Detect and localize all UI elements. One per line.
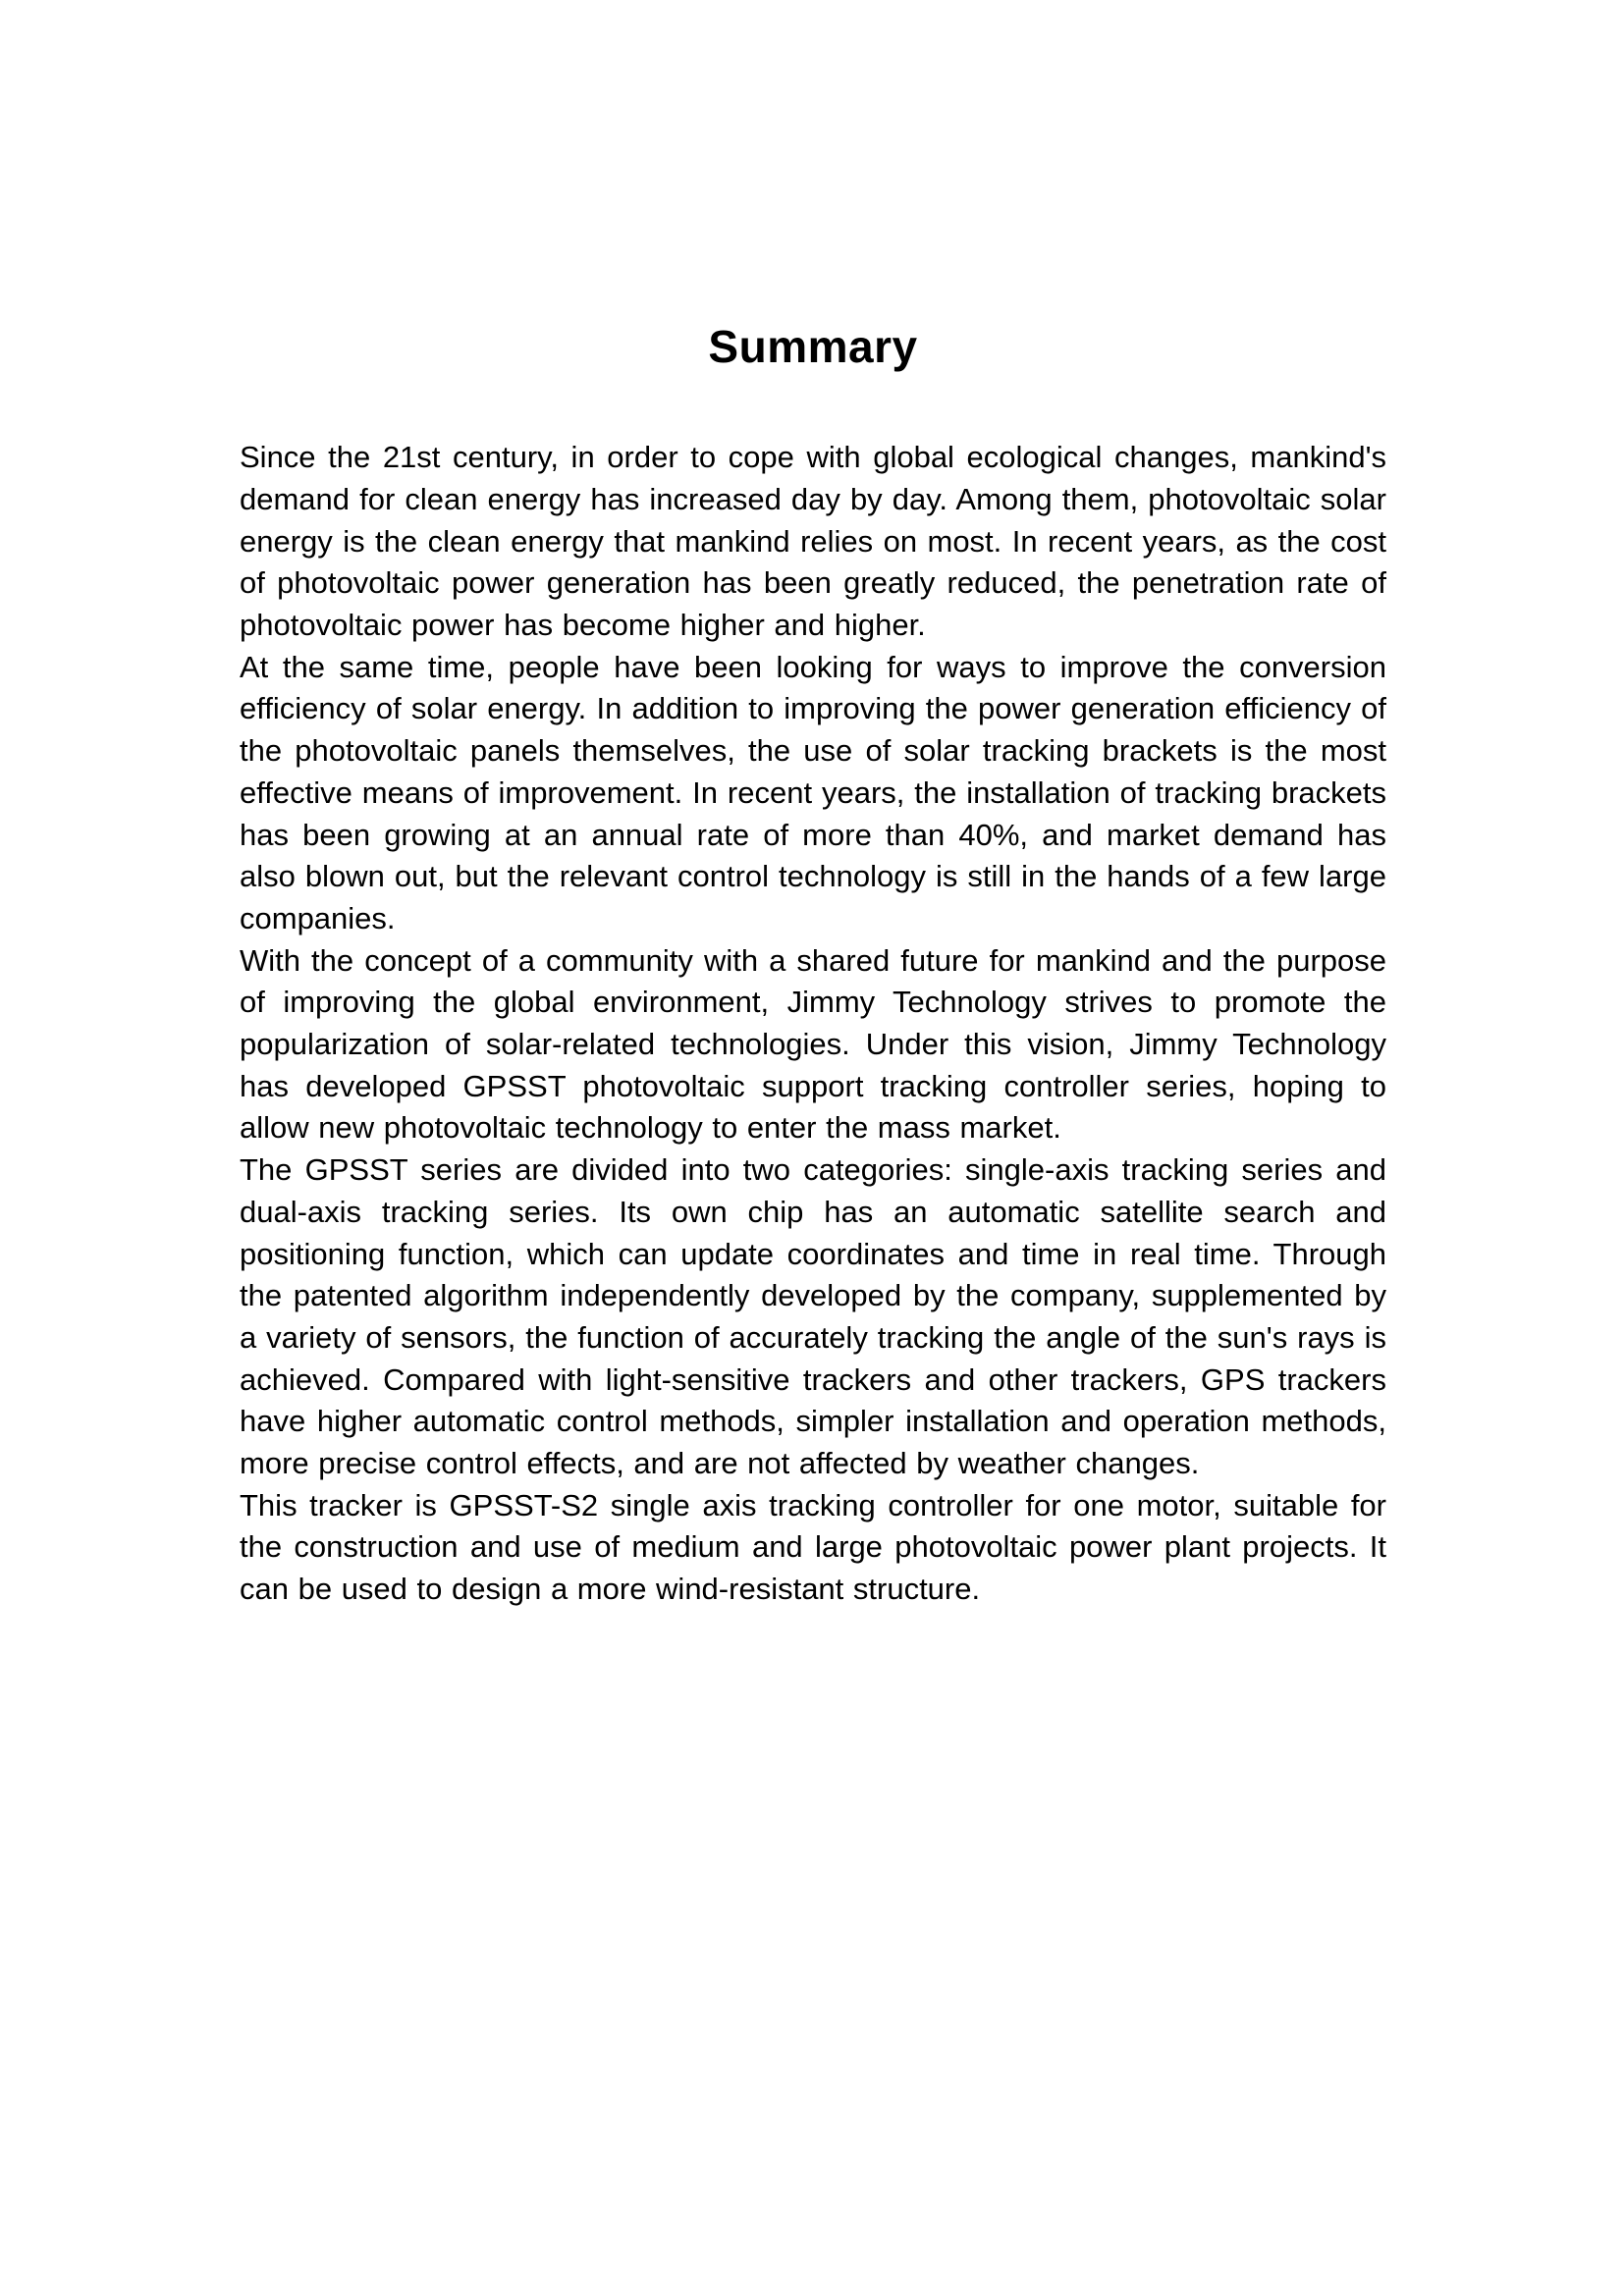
paragraph: This tracker is GPSST-S2 single axis tracking controller for one motor, suitable for the construction and use of medium and large photovoltaic power plant projects. It can be used to design a more wind-resistant structure. — [240, 1487, 1386, 1607]
paragraph: At the same time, people have been looking for ways to improve the conversion efficiency of solar energy. In addition to improving the power generation efficiency of the photovoltaic panels themselves, the use of solar tracking brackets is the most effective means of improvement. In recent years, the installation of tracking brackets has been growing at an annual rate of more than 40%, and market demand has also blown out, but the relevant control technology is still in the hands of a few large companies. — [240, 649, 1386, 935]
paragraph: Since the 21st century, in order to cope with global ecological changes, mankind's demand for clean energy has increased day by day. Among them, photovoltaic solar energy is the clean energy that mankind relies on most. In recent years, as the cost of photovoltaic power generation has been greatly reduced, the penetration rate of photovoltaic power has become higher and higher. — [240, 440, 1386, 642]
page-title: Summary — [708, 321, 918, 372]
paragraph: The GPSST series are divided into two categories: single-axis tracking series and dual-axis tracking series. Its own chip has an automatic satellite search and positioning function, which can update coordinates and time in real time. Through the patented algorithm independently developed by the company, supplemented by a variety of sensors, the function of accurately tracking the angle of the sun's rays is achieved. Compared with light-sensitive trackers and other trackers, GPS trackers have higher automatic control methods, simpler installation and operation methods, more precise control effects, and are not affected by weather changes. — [240, 1152, 1386, 1481]
paragraph: With the concept of a community with a shared future for mankind and the purpose of improving the global environment, Jimmy Technology strives to promote the popularization of solar-related technologies. Under this vision, Jimmy Technology has developed GPSST photovoltaic support tracking controller series, hoping to allow new photovoltaic technology to enter the mass market. — [240, 942, 1386, 1146]
document-body — [240, 437, 1386, 1611]
